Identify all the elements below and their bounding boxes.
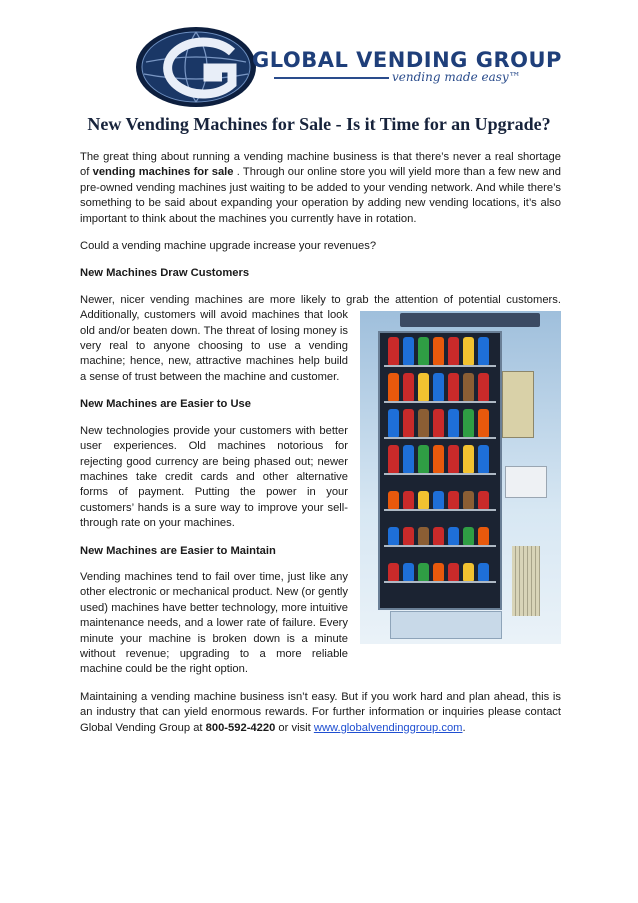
intro-bold-term: vending machines for sale <box>92 166 234 179</box>
machine-product <box>418 445 429 473</box>
website-link[interactable]: www.globalvendinggroup.com <box>313 721 463 734</box>
machine-shelf <box>384 473 496 475</box>
machine-shelf <box>384 365 496 367</box>
machine-product <box>403 373 414 401</box>
logo-divider <box>274 77 389 79</box>
question-paragraph: Could a vending machine upgrade increase your revenues? <box>80 240 377 253</box>
machine-product <box>433 563 444 581</box>
machine-product <box>463 337 474 365</box>
machine-product <box>388 409 399 437</box>
machine-delivery-tray <box>390 611 502 639</box>
machine-product <box>388 445 399 473</box>
machine-product <box>478 373 489 401</box>
machine-product <box>403 527 414 545</box>
machine-product <box>418 373 429 401</box>
machine-product <box>433 491 444 509</box>
section-body-rest: Additionally, customers will avoid machines that look old and/or beaten down. The threat of losing money is very real to anyone choosing to use a vending machine; hence, new, attractive machines help build a sense of trust between the machine and customer. <box>80 309 348 383</box>
machine-shelf <box>384 581 496 583</box>
section-body-easier-to-use: New technologies provide your customers with better user experiences. Old machines notorious for rejecting good currency are being phased out; newer machines take credit cards and other alternative forms of payment. Putting the power in your customers’ hands is a sure way to improve your sell-through rate on your machines. <box>80 424 348 530</box>
machine-keypad <box>502 371 534 438</box>
machine-product <box>418 337 429 365</box>
machine-product <box>478 563 489 581</box>
machine-shelf <box>384 401 496 403</box>
machine-product <box>403 337 414 365</box>
section-body-first-line: Newer, nicer vending machines are more likely to grab the attention of potential customers. <box>80 293 561 306</box>
machine-product <box>478 491 489 509</box>
machine-shelf <box>384 509 496 511</box>
logo-tagline: vending made easy™ <box>392 70 521 84</box>
contact-phone: 800-592-4220 <box>205 721 276 734</box>
machine-product <box>478 337 489 365</box>
machine-product <box>388 527 399 545</box>
machine-product <box>403 445 414 473</box>
section-body-easier-to-maintain: Vending machines tend to fail over time, just like any other electronic or mechanical product. New (or gently used) machines have better technology, more intuitive maintenance needs, and a lower rate of failure. Every minute your machine is broken down is a minute without revenue; upgrading to a more reliable machine could be the right option. <box>80 570 349 676</box>
machine-shelf <box>384 437 496 439</box>
machine-product <box>388 373 399 401</box>
machine-product <box>388 491 399 509</box>
intro-paragraph: The great thing about running a vending machine business is that there’s never a real shortage of vending machines for sale . Through our online store you will yield more than a few new and pre-owned vending machines just waiting to be added to your vending network. And while there’s something to be said about expanding your operation by adding new vending locations, it’s also important to think about the machines you currently have in rotation. <box>80 151 562 225</box>
page-title: New Vending Machines for Sale - Is it Time for an Upgrade? <box>87 114 551 134</box>
machine-product <box>448 527 459 545</box>
machine-product <box>418 491 429 509</box>
machine-product <box>418 563 429 581</box>
machine-product <box>478 445 489 473</box>
closing-paragraph: Maintaining a vending machine business isn’t easy. But if you work hard and plan ahead, this is an industry that can yield enormous rewards. For further information or inquiries please contact Global Vending Group at 800-592-4220 or visit www.globalvendinggroup.com. <box>80 690 561 734</box>
machine-product <box>448 409 459 437</box>
machine-brand-bar <box>400 313 540 327</box>
section-heading-draw-customers: New Machines Draw Customers <box>80 267 250 280</box>
machine-product <box>433 445 444 473</box>
machine-product <box>403 491 414 509</box>
machine-shelf <box>384 545 496 547</box>
machine-product <box>463 491 474 509</box>
machine-vent <box>512 546 540 616</box>
machine-product <box>448 337 459 365</box>
machine-product <box>463 563 474 581</box>
machine-product <box>418 409 429 437</box>
machine-product <box>448 563 459 581</box>
machine-product <box>478 409 489 437</box>
machine-product <box>433 373 444 401</box>
machine-product <box>448 445 459 473</box>
article-body <box>80 150 561 748</box>
machine-product <box>448 491 459 509</box>
machine-product <box>433 409 444 437</box>
machine-glass-front <box>378 331 502 610</box>
machine-product <box>463 445 474 473</box>
machine-product <box>403 409 414 437</box>
machine-product <box>403 563 414 581</box>
machine-product <box>388 563 399 581</box>
machine-product <box>418 527 429 545</box>
machine-product <box>463 373 474 401</box>
logo-company-name: GLOBAL VENDING GROUP <box>252 48 562 72</box>
machine-product <box>463 409 474 437</box>
machine-product <box>463 527 474 545</box>
machine-product <box>388 337 399 365</box>
globe-logo-icon <box>134 22 264 112</box>
section-body-draw-customers <box>80 293 561 385</box>
vending-machine-illustration <box>360 311 561 644</box>
company-logo <box>134 22 562 112</box>
section-heading-easier-to-use: New Machines are Easier to Use <box>80 398 251 411</box>
machine-product <box>433 337 444 365</box>
section-heading-easier-to-maintain: New Machines are Easier to Maintain <box>80 544 276 557</box>
machine-product <box>448 373 459 401</box>
machine-bill-slot <box>505 466 547 498</box>
machine-product <box>478 527 489 545</box>
vending-machine-image <box>360 311 561 644</box>
machine-product <box>433 527 444 545</box>
